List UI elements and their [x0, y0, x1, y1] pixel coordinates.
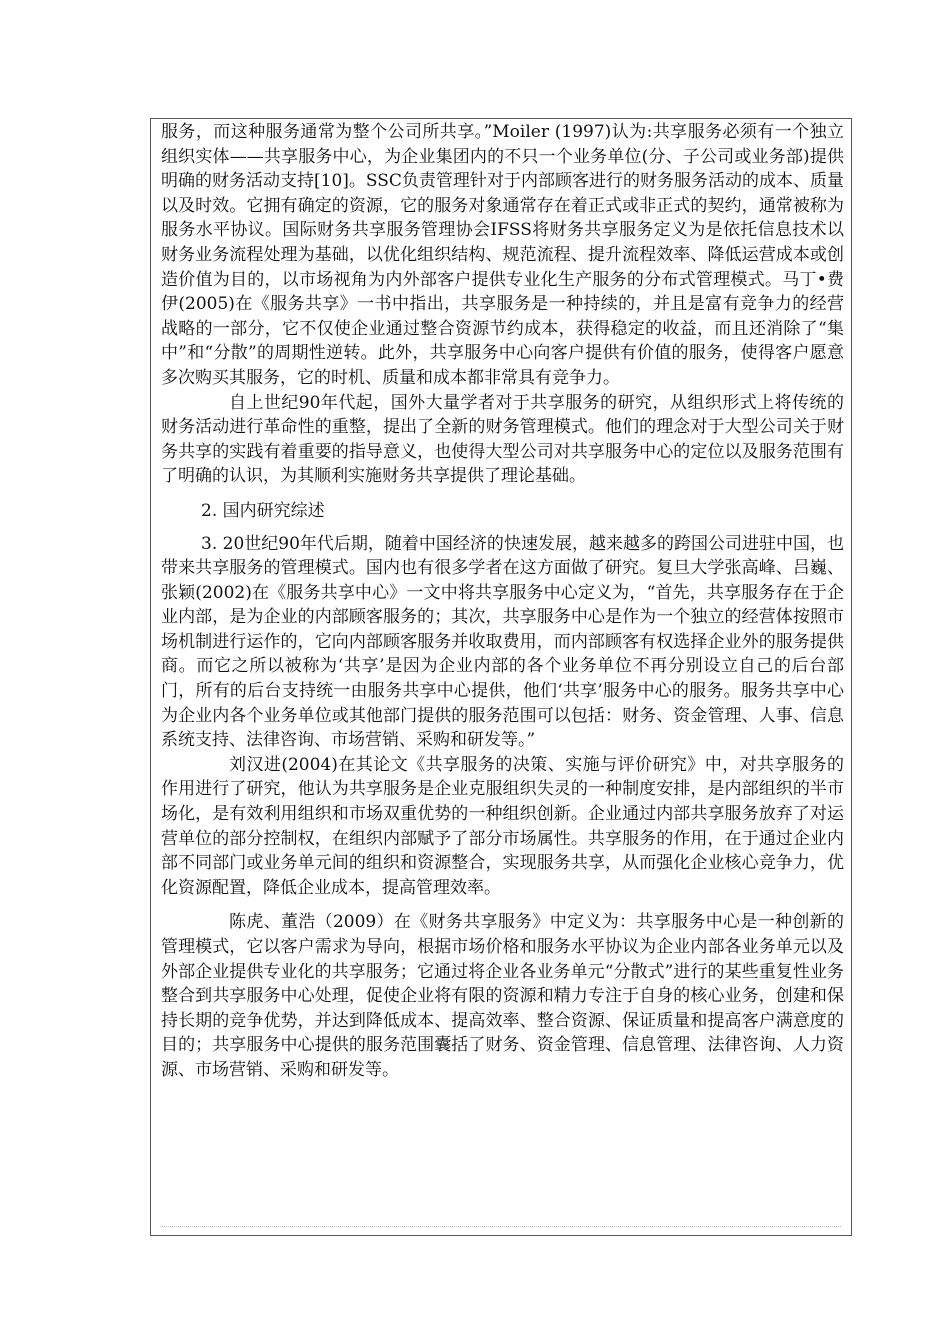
paragraph-chen-hu: 陈虎、董浩（2009）在《财务共享服务》中定义为：共享服务中心是一种创新的管理模式，它以客户需求为导向，根据市场价格和服务水平协议为企业内部各业务单元以及外部企业提供专业化的共享服务；它通过将企业各业务单元“分散式”进行的某些重复性业务整合到共享服务中心处理，促使企业将有限的资源和精力专注于自身的核心业务，创建和保持长期的竞争优势，并达到降低成本、提高效率、整合资源、保证质量和提高客户满意度的目的；共享服务中心提供的服务范围囊括了财务、资金管理、信息管理、法律咨询、人力资源、市场营销、采购和研发等。: [161, 912, 844, 1080]
paragraph-foreign-definitions: 服务，而这种服务通常为整个公司所共享。”Moiler (1997)认为:共享服务必须有一个独立组织实体——共享服务中心，为企业集团内的不只一个业务单位(分、子公司或业务部)提供明确的财务活动支持[10]。SSC负责管理针对于内部顾客进行的财务服务活动的成本、质量以及时效。它拥有确定的资源，它的服务对象通常存在着正式或非正式的契约，通常被称为服务水平协议。国际财务共享服务管理协会IFSS将财务共享服务定义为是依托信息技术以财务业务流程处理为基础，以优化组织结构、规范流程、提升流程效率、降低运营成本或创造价值为目的，以市场视角为内外部客户提供专业化生产服务的分布式管理模式。马丁•费伊(2005)在《服务共享》一书中指出，共享服务是一种持续的，并且是富有竞争力的经营战略的一部分，它不仅使企业通过整合资源节约成本，获得稳定的收益，而且还消除了“集中”和“分散”的周期性逆转。此外，共享服务中心向客户提供有价值的服务，使得客户愿意多次购买其服务，它的时机、质量和成本都非常具有竞争力。: [161, 122, 844, 388]
dotted-divider: [161, 1226, 841, 1227]
document-body: [161, 120, 844, 1083]
paragraph-liu-hanjin: 刘汉进(2004)在其论文《共享服务的决策、实施与评价研究》中，对共享服务的作用进行了研究，他认为共享服务是企业克服组织失灵的一种制度安排，是内部组织的半市场化，是有效利用组织和市场双重优势的一种组织创新。企业通过内部共享服务放弃了对运营单位的部分控制权，在组织内部赋予了部分市场属性。共享服务的作用，在于通过企业内部不同部门或业务单元间的组织和资源整合，实现服务共享，从而强化企业核心竞争力，优化资源配置，降低企业成本，提高管理效率。: [161, 754, 844, 898]
section-heading-domestic-research: 2. 国内研究综述: [201, 500, 325, 521]
paragraph-foreign-summary: 自上世纪90年代起，国外大量学者对于共享服务的研究，从组织形式上将传统的财务活动进行革命性的重整，提出了全新的财务管理模式。他们的理念对于大型公司关于财务共享的实践有着重要的指导意义，也使得大型公司对共享服务中心的定位以及服务范围有了明确的认识，为其顺利实施财务共享提供了理论基础。: [161, 392, 844, 487]
paragraph-domestic-intro: 3. 20世纪90年代后期，随着中国经济的快速发展，越来越多的跨国公司进驻中国，也带来共享服务的管理模式。国内也有很多学者在这方面做了研究。复旦大学张高峰、吕巍、张颖(2002)在《服务共享中心》一文中将共享服务中心定义为，“首先，共享服务存在于企业内部，是为企业的内部顾客服务的；其次，共享服务中心是作为一个独立的经营体按照市场机制进行运作的，它向内部顾客服务并收取费用，而内部顾客有权选择企业外的服务提供商。而它之所以被称为‘共享’是因为企业内部的各个业务单位不再分别设立自己的后台部门，所有的后台支持统一由服务共享中心提供，他们‘共享’服务中心的服务。服务共享中心为企业内各个业务单位或其他部门提供的服务范围可以包括：财务、资金管理、人事、信息系统支持、法律咨询、市场营销、采购和研发等。”: [161, 533, 844, 751]
